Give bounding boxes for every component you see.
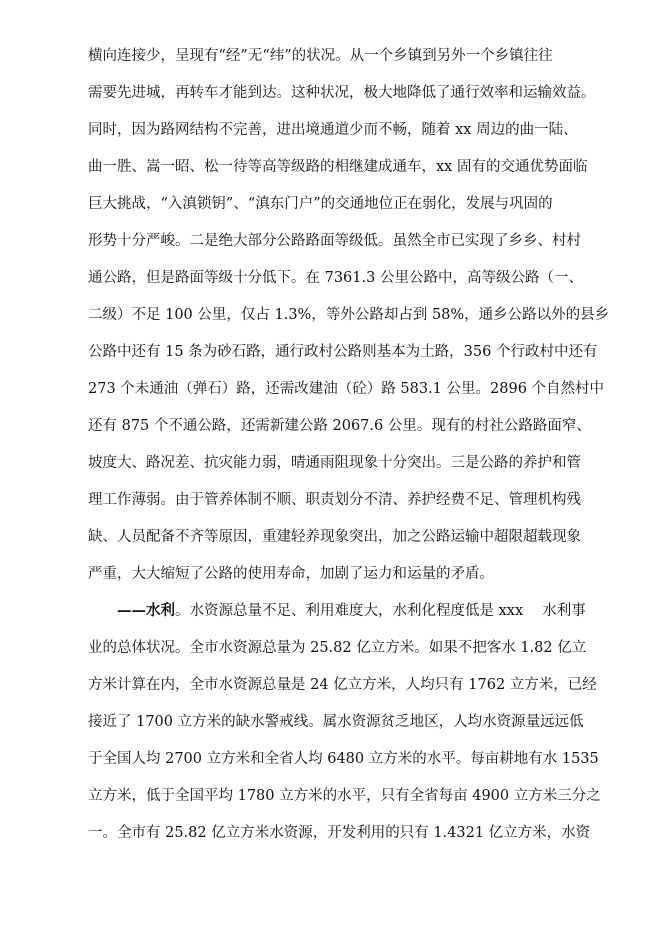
text-line: 需要先进城，再转车才能到达。这种状况，极大地降低了通行效率和运输效益。	[88, 85, 596, 101]
text-line: 同时，因为路网结构不完善，进出境通道少而不畅，随着 xx 周边的曲一陆、	[88, 122, 578, 138]
text-line: 理工作薄弱。由于管养体制不顺、职责划分不清、养护经费不足、管理机构残	[88, 492, 581, 508]
text-line: 通公路，但是路面等级十分低下。在 7361.3 公里公路中，高等级公路（一、	[88, 270, 583, 286]
text-line: 形势十分严峻。二是绝大部分公路路面等级低。虽然全市已实现了乡乡、村村	[88, 233, 581, 249]
text-line: 坡度大、路况差、抗灾能力弱，晴通雨阻现象十分突出。三是公路的养护和管	[88, 455, 581, 471]
text-line: 接近了 1700 立方米的缺水警戒线。属水资源贫乏地区，人均水资源量远远低	[88, 714, 584, 730]
section-heading-water: ——水利	[117, 602, 175, 619]
text-line: 巨大挑战，“入滇锁钥”、“滇东门户”的交通地位正在弱化，发展与巩固的	[88, 196, 553, 212]
text-line: 于全国人均 2700 立方米和全省人均 6480 立方米的水平。每亩耕地有水 1535	[88, 751, 599, 767]
text-line: 立方米，低于全国平均 1780 立方米的水平，只有全省每亩 4900 立方米三分之	[88, 788, 601, 804]
water-paragraph-first-line	[117, 601, 586, 621]
text-line: 业的总体状况。全市水资源总量为 25.82 亿立方米。如果不把客水 1.82 亿立	[88, 640, 587, 656]
text-line: 273 个未通油（弹石）路，还需改建油（砼）路 583.1 公里。2896 个自然村中	[88, 381, 605, 397]
text-line: 。水资源总量不足、利用难度大，水利化程度低是 xxx 水利事	[175, 603, 586, 619]
text-line: 横向连接少，呈现有“经”无“纬”的状况。从一个乡镇到另外一个乡镇往往	[88, 48, 553, 64]
text-line: 公路中还有 15 条为砂石路，通行政村公路则基本为土路，356 个行政村中还有	[88, 344, 598, 360]
text-line: 曲一胜、嵩一昭、松一待等高等级路的相继建成通车，xx 固有的交通优势面临	[88, 159, 588, 175]
text-line: 缺、人员配备不齐等原因，重建轻养现象突出，加之公路运输中超限超载现象	[88, 529, 581, 545]
text-line: 一。全市有 25.82 亿立方米水资源，开发利用的只有 1.4321 亿立方米，水资	[88, 825, 591, 841]
text-line: 严重，大大缩短了公路的使用寿命，加剧了运力和运量的矛盾。	[88, 566, 494, 582]
text-line: 还有 875 个不通公路，还需新建公路 2067.6 公里。现有的村社公路路面窄、	[88, 418, 591, 434]
text-line: 二级）不足 100 公里，仅占 1.3%，等外公路却占到 58%，通乡公路以外的县乡	[88, 307, 610, 323]
text-line: 方米计算在内，全市水资源总量是 24 亿立方米，人均只有 1762 立方米，已经	[88, 677, 597, 693]
